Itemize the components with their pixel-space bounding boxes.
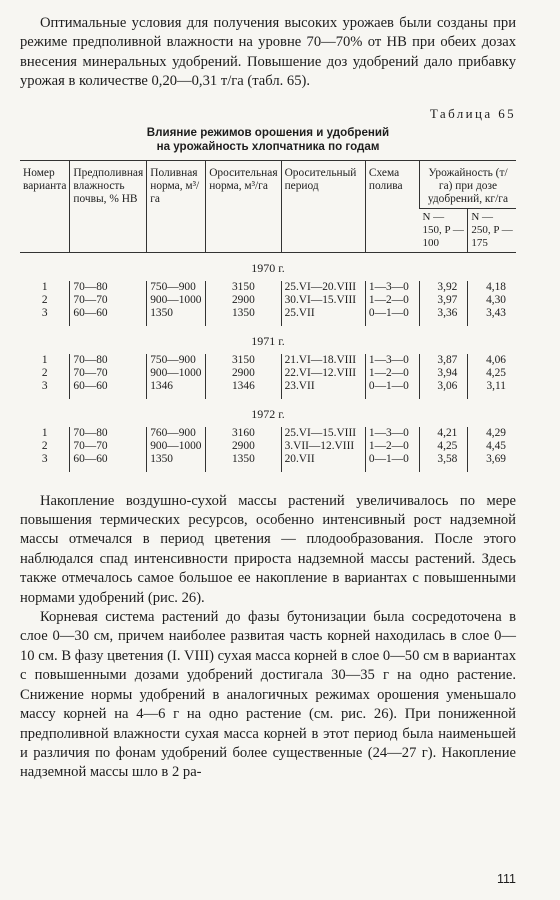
irrigation-norm-cell: 1346 xyxy=(147,380,206,399)
year-label: 1970 г. xyxy=(251,260,285,275)
table-body xyxy=(20,252,516,472)
table-row xyxy=(20,367,516,380)
year-row xyxy=(20,399,516,427)
table-row xyxy=(20,427,516,440)
yield-dose-2-cell: 4,45 xyxy=(468,440,516,453)
header-variant: Номер варианта xyxy=(20,160,70,252)
variant-cell: 2 xyxy=(41,366,48,379)
irrigation-norm-cell: 900—1000 xyxy=(147,440,206,453)
yield-dose-1-cell: 3,36 xyxy=(419,307,467,326)
body-paragraph-1: Накопление воздушно-сухой массы растений увеличивалось по мере повышения термических ресурсов, особенно интенсивный рост надземной массы отмечался в период цветения — плодообразования. После этого наблюдался спад интенсивности прироста надземной массы растений. Здесь также отмечалось самое большое ее накопление в вариантах с повышенными нормами удобрений (рис. 26). xyxy=(20,492,516,606)
period-cell: 22.VI—12.VIII xyxy=(281,367,365,380)
variant-cell: 1 xyxy=(41,353,48,366)
irrigation-norm-cell: 900—1000 xyxy=(147,294,206,307)
period-cell: 25.VII xyxy=(281,307,365,326)
variant-cell: 2 xyxy=(41,439,48,452)
year-row xyxy=(20,326,516,354)
yield-dose-2-cell: 4,25 xyxy=(468,367,516,380)
scheme-cell: 1—2—0 xyxy=(365,294,419,307)
total-norm-cell: 3150 xyxy=(206,281,281,294)
scheme-cell: 1—3—0 xyxy=(365,354,419,367)
yield-dose-2-cell: 3,69 xyxy=(468,453,516,472)
table-row xyxy=(20,281,516,294)
total-norm-cell: 3150 xyxy=(206,354,281,367)
yield-dose-1-cell: 3,87 xyxy=(419,354,467,367)
table-row xyxy=(20,380,516,399)
total-norm-cell: 1350 xyxy=(206,307,281,326)
irrigation-norm-cell: 750—900 xyxy=(147,281,206,294)
table-row xyxy=(20,354,516,367)
year-label: 1972 г. xyxy=(251,406,285,421)
scheme-cell: 0—1—0 xyxy=(365,453,419,472)
year-label: 1971 г. xyxy=(251,333,285,348)
moisture-cell: 70—80 xyxy=(70,427,147,440)
yield-dose-2-cell: 3,11 xyxy=(468,380,516,399)
scheme-cell: 1—2—0 xyxy=(365,367,419,380)
table-row xyxy=(20,294,516,307)
yield-dose-2-cell: 4,30 xyxy=(468,294,516,307)
yield-table xyxy=(20,160,516,472)
total-norm-cell: 1350 xyxy=(206,453,281,472)
table-row xyxy=(20,307,516,326)
variant-cell: 3 xyxy=(41,306,48,319)
variant-cell: 3 xyxy=(41,452,48,465)
variant-cell: 2 xyxy=(41,293,48,306)
scheme-cell: 1—3—0 xyxy=(365,427,419,440)
moisture-cell: 70—70 xyxy=(70,294,147,307)
variant-cell: 1 xyxy=(41,426,48,439)
table-title-line2: на урожайность хлопчатника по годам xyxy=(156,139,380,153)
page-number: 111 xyxy=(496,872,516,886)
table-title-line1: Влияние режимов орошения и удобрений xyxy=(146,125,390,139)
moisture-cell: 70—80 xyxy=(70,281,147,294)
year-row xyxy=(20,252,516,281)
yield-dose-1-cell: 4,21 xyxy=(419,427,467,440)
yield-dose-1-cell: 3,94 xyxy=(419,367,467,380)
moisture-cell: 60—60 xyxy=(70,453,147,472)
irrigation-norm-cell: 900—1000 xyxy=(147,367,206,380)
period-cell: 25.VI—20.VIII xyxy=(281,281,365,294)
total-norm-cell: 3160 xyxy=(206,427,281,440)
period-cell: 30.VI—15.VIII xyxy=(281,294,365,307)
moisture-cell: 70—80 xyxy=(70,354,147,367)
yield-dose-2-cell: 4,06 xyxy=(468,354,516,367)
scheme-cell: 1—2—0 xyxy=(365,440,419,453)
moisture-cell: 60—60 xyxy=(70,307,147,326)
header-dose-2: N — 250, P — 175 xyxy=(468,208,516,252)
yield-dose-2-cell: 4,29 xyxy=(468,427,516,440)
irrigation-norm-cell: 1350 xyxy=(147,307,206,326)
table-label: Таблица 65 xyxy=(429,105,516,121)
scheme-cell: 0—1—0 xyxy=(365,307,419,326)
total-norm-cell: 1346 xyxy=(206,380,281,399)
yield-dose-2-cell: 3,43 xyxy=(468,307,516,326)
yield-dose-1-cell: 3,58 xyxy=(419,453,467,472)
irrigation-norm-cell: 760—900 xyxy=(147,427,206,440)
table-title xyxy=(20,126,516,154)
yield-dose-1-cell: 3,97 xyxy=(419,294,467,307)
variant-cell: 3 xyxy=(41,379,48,392)
total-norm-cell: 2900 xyxy=(206,367,281,380)
irrigation-norm-cell: 1350 xyxy=(147,453,206,472)
total-norm-cell: 2900 xyxy=(206,294,281,307)
variant-cell: 1 xyxy=(41,280,48,293)
scheme-cell: 1—3—0 xyxy=(365,281,419,294)
header-period: Оросительный период xyxy=(281,160,365,252)
header-dose-1: N — 150, P — 100 xyxy=(419,208,467,252)
period-cell: 25.VI—15.VIII xyxy=(281,427,365,440)
header-total-norm: Оросительная норма, м³/га xyxy=(206,160,281,252)
period-cell: 23.VII xyxy=(281,380,365,399)
header-yield: Урожайность (т/га) при дозе удобрений, кг/га xyxy=(419,160,516,208)
yield-dose-1-cell: 3,06 xyxy=(419,380,467,399)
body-paragraph-2: Корневая система растений до фазы бутонизации была сосредоточена в слое 0—30 см, причем наиболее развитая часть корней находилась в слое 0—10 см. В фазу цветения (I. VIII) сухая масса корней в слое 0—50 см в вариантах с повышенными дозами удобрений достигала 30—35 г на одно растение. Снижение нормы удобрений в аналогичных режимах орошения уменьшало массу корней на 4—6 г на одно растение (см. рис. 26). При пониженной предполивной влажности сухая масса корней в этот период была наименьшей и различия по фонам удобрений более существенные (24—27 г). Накопление надземной массы шло в 2 ра- xyxy=(20,609,516,781)
moisture-cell: 70—70 xyxy=(70,367,147,380)
scheme-cell: 0—1—0 xyxy=(365,380,419,399)
total-norm-cell: 2900 xyxy=(206,440,281,453)
table-row xyxy=(20,440,516,453)
period-cell: 21.VI—18.VIII xyxy=(281,354,365,367)
period-cell: 3.VII—12.VIII xyxy=(281,440,365,453)
irrigation-norm-cell: 750—900 xyxy=(147,354,206,367)
table-row xyxy=(20,453,516,472)
moisture-cell: 70—70 xyxy=(70,440,147,453)
yield-dose-1-cell: 4,25 xyxy=(419,440,467,453)
yield-dose-2-cell: 4,18 xyxy=(468,281,516,294)
header-moisture: Предполивная влажность почвы, % НВ xyxy=(70,160,147,252)
period-cell: 20.VII xyxy=(281,453,365,472)
header-scheme: Схема полива xyxy=(365,160,419,252)
moisture-cell: 60—60 xyxy=(70,380,147,399)
yield-dose-1-cell: 3,92 xyxy=(419,281,467,294)
intro-paragraph: Оптимальные условия для получения высоких урожаев были созданы при режиме предполивной влажности на уровне 70—70% от НВ при обеих дозах внесения минеральных удобрений. Повышение доз удобрений дало прибавку урожая в количестве 0,20—0,31 т/га (табл. 65). xyxy=(20,15,516,90)
header-irrigation-norm: Поливная норма, м³/га xyxy=(147,160,206,252)
